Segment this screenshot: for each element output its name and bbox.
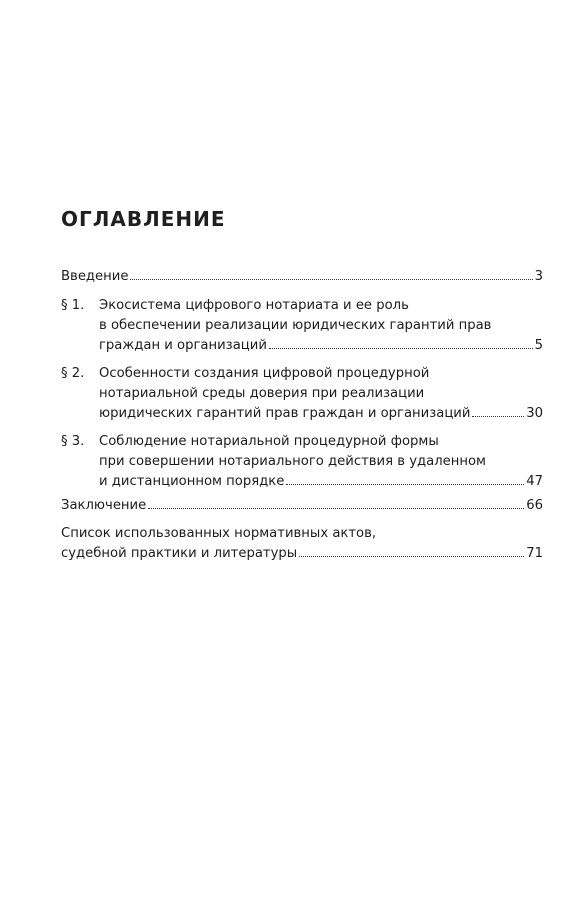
toc-entry-title-line: при совершении нотариального действия в удаленном [99,454,486,469]
toc-entry-line [99,336,543,356]
toc-leader-dots [148,508,524,509]
toc-entry-section-1[interactable] [61,296,543,356]
toc-entry-title-line: и дистанционном порядке [99,474,285,489]
toc-entry-line [99,404,543,424]
toc-section-number: § 1. [61,298,85,313]
toc-entry-title: Введение [61,269,129,284]
toc-leader-dots [299,556,524,557]
toc-entry-title-line: Список использованных нормативных актов, [61,526,377,541]
toc-entry-intro[interactable] [61,267,543,287]
toc-page-number: 5 [534,338,543,353]
toc-page-number: 66 [526,498,543,513]
toc-entry-title-line: в обеспечении реализации юридических гарантий прав [99,318,492,333]
toc-entry-title-line: юридических гарантий прав граждан и организаций [99,406,471,421]
toc-entry-title-line: нотариальной среды доверия при реализации [99,386,425,401]
toc-entry-title-line: Соблюдение нотариальной процедурной формы [99,434,439,449]
toc-leader-dots [472,416,524,417]
toc-entry-section-3[interactable] [61,432,543,492]
toc-entry-title-line: Экосистема цифрового нотариата и ее роль [99,298,409,313]
toc-entry-line [61,267,543,287]
toc-entry-conclusion[interactable] [61,496,543,516]
toc-leader-dots [286,484,524,485]
toc-entry-title-line: граждан и организаций [99,338,267,353]
toc-page-number: 3 [534,269,543,284]
toc-entry-line [99,472,543,492]
toc-page-number: 71 [526,546,543,561]
toc-leader-dots [269,348,533,349]
toc-section-number: § 3. [61,434,85,449]
toc-entry-references[interactable] [61,524,543,564]
toc-page-number: 47 [526,474,543,489]
toc-leader-dots [130,279,532,280]
toc-entry-title: Заключение [61,498,147,513]
toc-entry-title-line: Особенности создания цифровой процедурной [99,366,430,381]
toc-page-number: 30 [526,406,543,421]
toc-entry-line [61,496,543,516]
toc-entry-title-line: судебной практики и литературы [61,546,298,561]
toc-title: ОГЛАВЛЕНИЕ [61,207,226,231]
toc-entry-line [61,544,543,564]
toc-entry-section-2[interactable] [61,364,543,424]
toc-section-number: § 2. [61,366,85,381]
